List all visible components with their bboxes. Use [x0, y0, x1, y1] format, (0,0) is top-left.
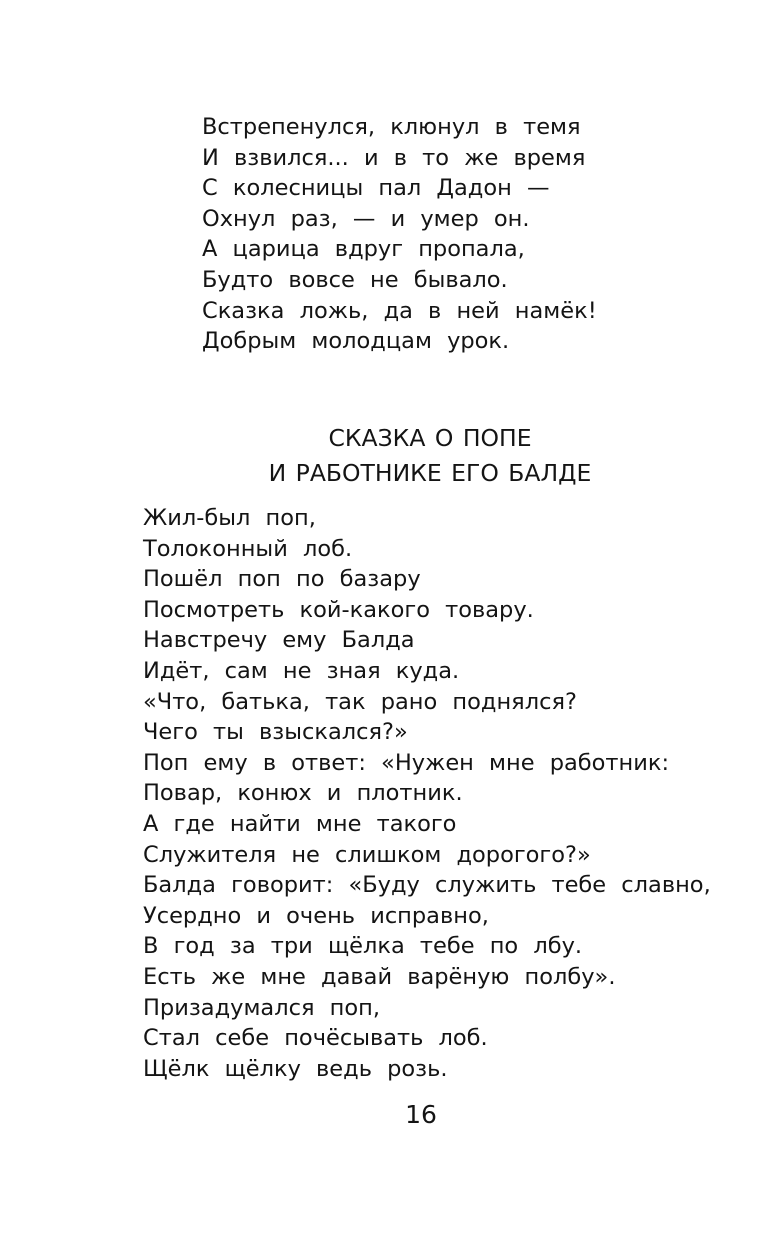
tale-verse [143, 503, 711, 1084]
verse-line: Поп ему в ответ: «Нужен мне работник: [143, 749, 670, 776]
verse-line: А где найти мне такого [143, 810, 457, 837]
previous-tale-stanza [202, 112, 597, 357]
verse-line: Щёлк щёлку ведь розь. [143, 1055, 448, 1082]
verse-line: В год за три щёлка тебе по лбу. [143, 933, 583, 960]
verse-line: Служителя не слишком дорогого?» [143, 841, 591, 868]
verse-line: Есть же мне давай варёную полбу». [143, 963, 616, 990]
verse-line: Посмотреть кой-какого товару. [143, 596, 534, 623]
verse-line: Пошёл поп по базару [143, 566, 421, 593]
verse-line: Жил-был поп, [143, 505, 316, 531]
verse-line: Сказка ложь, да в ней намёк! [202, 297, 597, 324]
verse-line: И взвился... и в то же время [202, 144, 586, 171]
verse-line: Навстречу ему Балда [143, 627, 415, 654]
verse-line: «Что, батька, так рано поднялся? [143, 688, 577, 715]
verse-line: Добрым молодцам урок. [202, 328, 510, 355]
verse-line: Стал себе почёсывать лоб. [143, 1025, 488, 1052]
verse-line: С колесницы пал Дадон — [202, 175, 550, 202]
tale-title-line: И РАБОТНИКЕ ЕГО БАЛДЕ [268, 459, 592, 487]
verse-line: Толоконный лоб. [143, 535, 353, 562]
verse-line: Усердно и очень исправно, [143, 902, 489, 929]
verse-line: Идёт, сам не зная куда. [143, 657, 460, 684]
verse-line: Повар, конюх и плотник. [143, 780, 463, 807]
verse-line: Встрепенулся, клюнул в темя [202, 114, 581, 140]
verse-line: Будто вовсе не бывало. [202, 266, 508, 293]
tale-title-line: СКАЗКА О ПОПЕ [328, 424, 532, 452]
page-number: 16 [405, 1100, 437, 1129]
verse-line: Охнул раз, — и умер он. [202, 205, 530, 232]
tale-title [46, 421, 768, 491]
verse-line: Балда говорит: «Буду служить тебе славно, [143, 872, 711, 899]
verse-line: Призадумался поп, [143, 994, 380, 1021]
verse-line: Чего ты взыскался?» [143, 719, 408, 746]
verse-line: А царица вдруг пропала, [202, 236, 525, 263]
